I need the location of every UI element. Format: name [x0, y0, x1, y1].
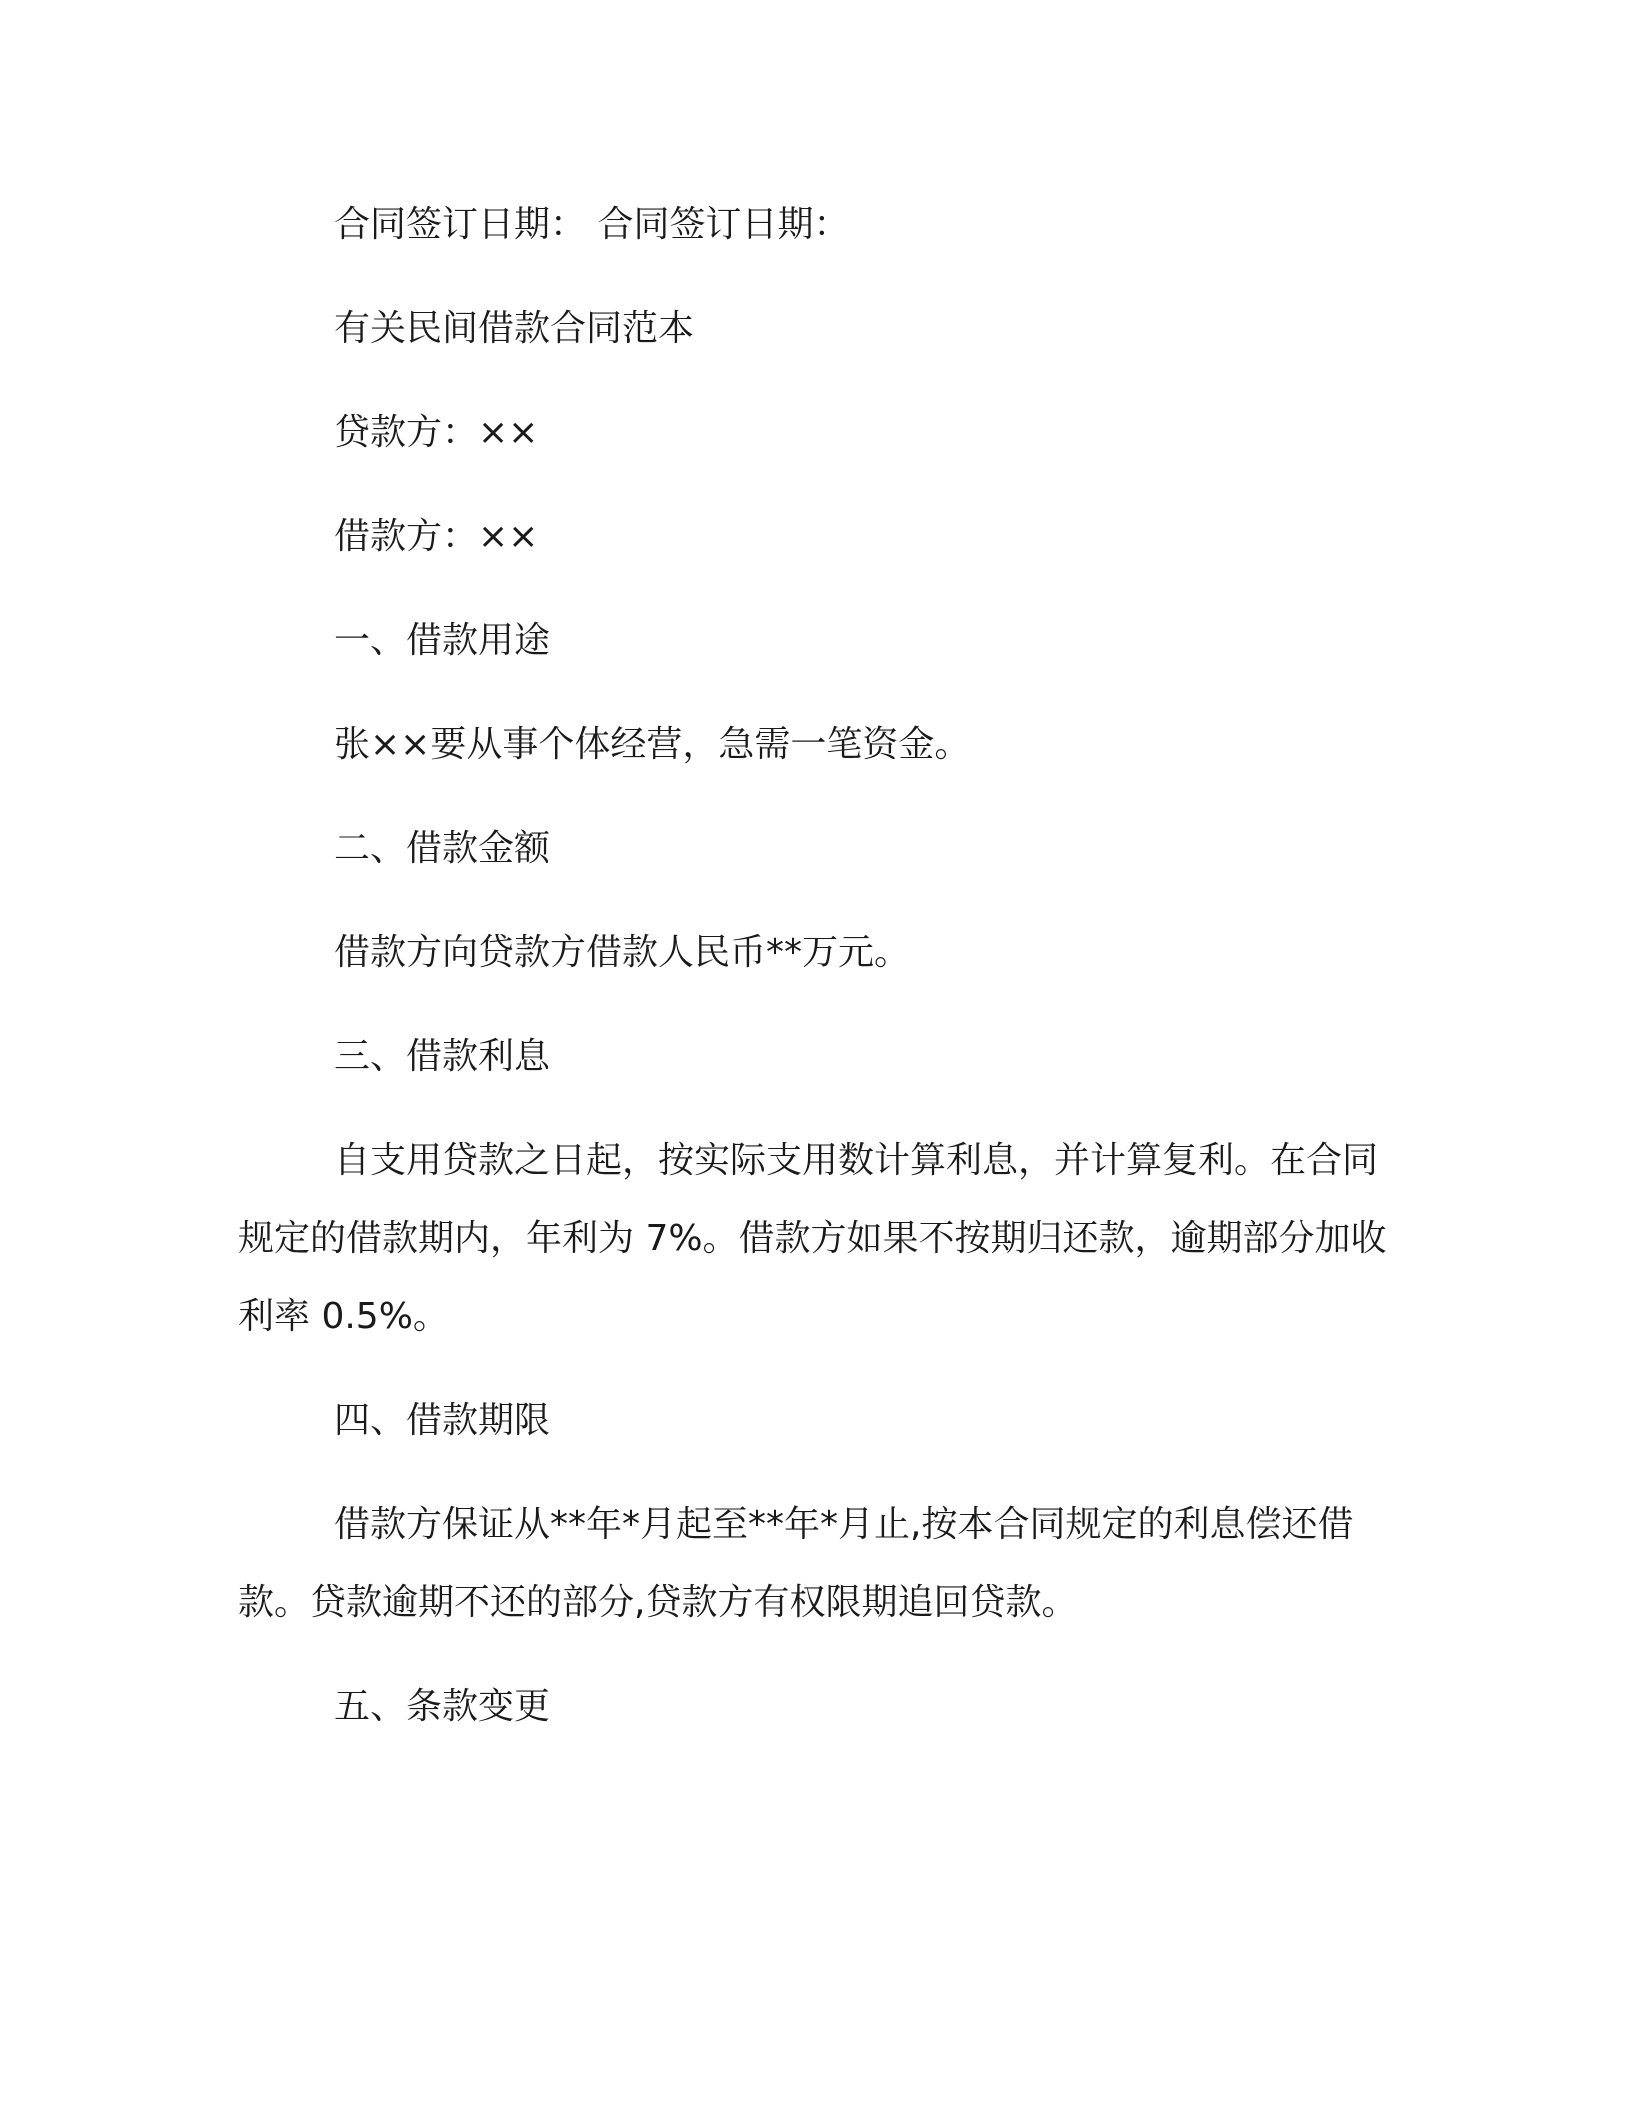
section-4-body: 借款方保证从**年*月起至**年*月止,按本合同规定的利息偿还借款。贷款逾期不还的部分,贷款方有权限期追回贷款。 — [238, 1504, 1354, 1623]
borrower-line: 借款方：×× — [334, 516, 539, 557]
section-2-body: 借款方向贷款方借款人民币**万元。 — [334, 932, 911, 973]
section-2-heading: 二、借款金额 — [334, 828, 551, 869]
sign-date-line: 合同签订日期： 合同签订日期： — [334, 204, 850, 245]
document-body — [238, 186, 1388, 1772]
section-1-body: 张××要从事个体经营，急需一笔资金。 — [334, 724, 971, 765]
section-1-heading: 一、借款用途 — [334, 620, 551, 661]
section-3-body: 自支用贷款之日起，按实际支用数计算利息，并计算复利。在合同规定的借款期内，年利为 7%。借款方如果不按期归还款，逾期部分加收利率 0.5%。 — [238, 1140, 1387, 1337]
section-4-heading: 四、借款期限 — [334, 1400, 551, 1441]
document-title: 有关民间借款合同范本 — [334, 308, 695, 349]
lender-line: 贷款方：×× — [334, 412, 539, 453]
section-5-heading: 五、条款变更 — [334, 1686, 551, 1727]
section-3-heading: 三、借款利息 — [334, 1036, 551, 1077]
